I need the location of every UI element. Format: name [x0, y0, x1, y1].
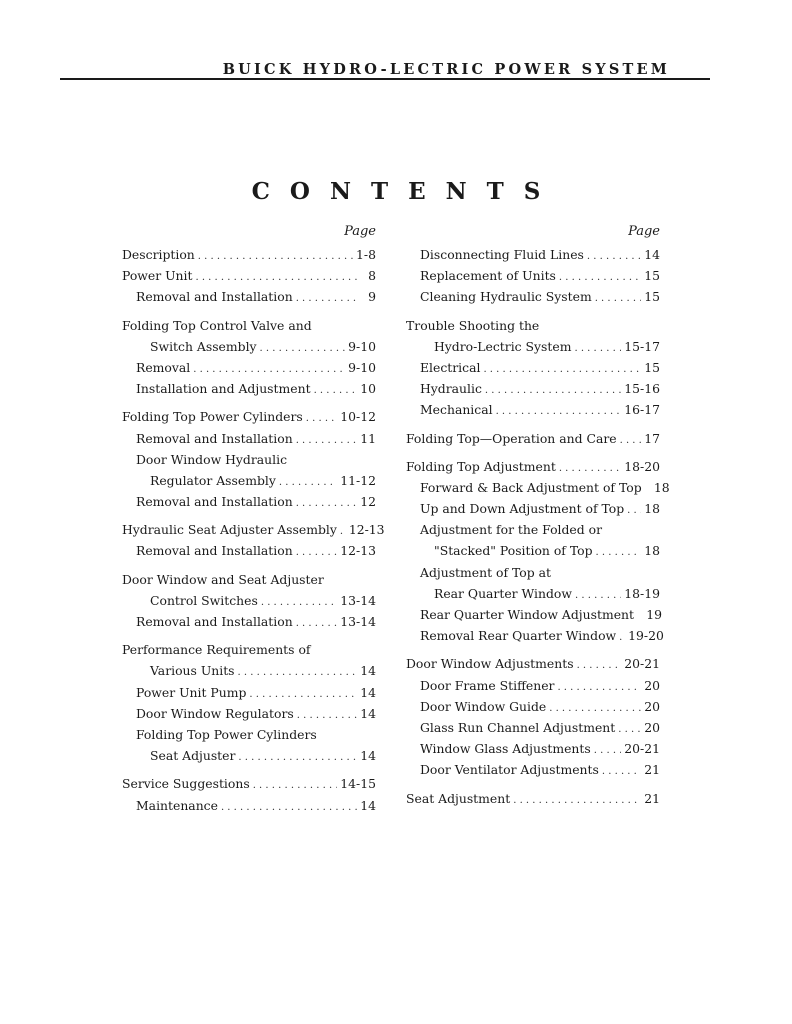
dot-leader	[198, 246, 353, 267]
toc-entry	[122, 724, 376, 745]
toc-entry-page: 12	[360, 494, 376, 510]
toc-group	[122, 244, 376, 308]
toc-entry-label: Removal	[136, 359, 191, 375]
toc-entry-page: 15	[644, 359, 660, 375]
toc-entry-label: Service Suggestions	[122, 776, 250, 792]
toc-entry-label: Door Window Hydraulic	[136, 451, 288, 467]
dot-leader	[557, 677, 641, 698]
toc-group	[122, 315, 376, 400]
dot-leader	[260, 338, 346, 359]
toc-entry-page: 18	[653, 479, 670, 495]
toc-left-column	[122, 222, 385, 823]
toc-entry	[406, 378, 660, 399]
toc-groups	[406, 244, 670, 809]
toc-entry	[406, 788, 660, 809]
toc-entry	[122, 519, 385, 540]
dot-leader	[193, 359, 345, 380]
toc-entry-page: 14	[360, 705, 376, 721]
toc-entry	[406, 456, 660, 477]
toc-entry	[406, 696, 660, 717]
toc-entry	[122, 470, 376, 491]
dot-leader	[340, 521, 346, 542]
toc-group	[122, 406, 376, 512]
toc-entry-label: Door Window Regulators	[136, 705, 294, 721]
toc-entry	[122, 491, 376, 512]
toc-entry	[122, 703, 376, 724]
dot-leader	[496, 401, 622, 422]
toc-entry-page: 19	[646, 607, 663, 622]
dot-leader	[253, 775, 338, 796]
toc-entry-label: Trouble Shooting the	[406, 317, 540, 333]
dot-leader	[596, 542, 641, 563]
toc-entry-page: 12-13	[340, 543, 376, 559]
toc-entry-label: Removal and Installation	[136, 289, 293, 305]
toc-right-column	[406, 222, 670, 816]
toc-entry	[406, 604, 663, 625]
toc-entry-label: Replacement of Units	[420, 268, 556, 284]
toc-entry-label: Power Unit Pump	[136, 684, 247, 700]
toc-entry	[406, 625, 664, 646]
toc-entry	[122, 378, 376, 399]
toc-entry	[122, 773, 376, 794]
toc-entry-page: 18	[644, 501, 660, 517]
contents-title: CONTENTS	[251, 178, 561, 205]
toc-group	[406, 788, 660, 809]
dot-leader	[261, 592, 337, 613]
toc-entry	[406, 399, 660, 420]
toc-group	[406, 315, 660, 421]
dot-leader	[249, 684, 357, 705]
dot-leader	[594, 740, 622, 761]
toc-entry-page: 14-15	[340, 776, 376, 792]
dot-leader	[238, 662, 357, 683]
toc-entry-page: 10	[360, 381, 376, 397]
toc-entry-page: 14	[360, 748, 376, 764]
toc-entry-page: 15	[644, 268, 660, 284]
toc-entry-page: 18-20	[624, 458, 660, 474]
toc-entry	[406, 738, 660, 759]
toc-entry-page: 14	[644, 247, 660, 262]
dot-leader	[513, 790, 641, 811]
toc-entry-page: 11-12	[340, 472, 376, 488]
dot-leader	[618, 719, 641, 740]
toc-group	[122, 569, 376, 633]
toc-group	[122, 639, 376, 766]
toc-entry	[406, 717, 660, 738]
toc-group	[406, 653, 660, 780]
dot-leader	[574, 338, 621, 359]
toc-entry	[406, 428, 660, 449]
toc-entry-page: 9	[368, 289, 376, 305]
toc-entry	[406, 315, 660, 336]
toc-entry	[406, 357, 660, 378]
toc-entry-label: Adjustment for the Folded or	[420, 522, 603, 538]
toc-entry	[122, 406, 376, 427]
toc-entry	[406, 540, 660, 561]
dot-leader	[483, 359, 641, 380]
toc-entry-label: Folding Top Power Cylinders	[136, 726, 317, 742]
toc-entry	[122, 660, 376, 681]
toc-entry-label: Removal and Installation	[136, 430, 293, 446]
toc-entry	[122, 336, 376, 357]
toc-entry-page: 15-17	[624, 338, 660, 354]
toc-entry-label: Description	[122, 247, 195, 262]
toc-entry	[406, 265, 660, 286]
toc-entry	[406, 336, 660, 357]
toc-entry-label: Mechanical	[420, 402, 493, 418]
toc-entry-label: Door Ventilator Adjustments	[420, 762, 599, 778]
dot-leader	[238, 747, 357, 768]
toc-entry-page: 15-16	[624, 381, 660, 397]
dot-leader	[195, 267, 357, 288]
toc-entry-label: Performance Requirements of	[122, 642, 311, 658]
toc-entry-label: Glass Run Channel Adjustment	[420, 719, 616, 735]
toc-entry-label: Rear Quarter Window Adjustment	[420, 607, 635, 622]
dot-leader	[221, 797, 357, 818]
toc-entry	[122, 244, 376, 265]
toc-entry-label: Door Frame Stiffener	[420, 677, 555, 693]
toc-group	[122, 519, 385, 561]
toc-groups	[122, 244, 385, 816]
toc-entry	[122, 286, 376, 307]
toc-entry	[122, 569, 376, 590]
toc-entry-label: Seat Adjuster	[150, 748, 236, 764]
toc-entry-label: Door Window and Seat Adjuster	[122, 571, 324, 587]
toc-entry-label: Maintenance	[136, 797, 218, 813]
toc-entry	[122, 745, 376, 766]
toc-entry-page: 14	[360, 797, 376, 813]
dot-leader	[296, 613, 338, 634]
dot-leader	[620, 430, 641, 451]
toc-entry-page: 15	[644, 289, 660, 305]
toc-entry-label: Hydraulic Seat Adjuster Assembly	[122, 522, 337, 538]
dot-leader	[549, 698, 641, 719]
toc-entry-label: Removal Rear Quarter Window	[420, 628, 617, 644]
dot-leader	[296, 542, 338, 563]
toc-entry-label: Door Window Guide	[420, 698, 547, 714]
toc-entry-label: Disconnecting Fluid Lines	[420, 247, 584, 262]
toc-entry-label: Removal and Installation	[136, 494, 293, 510]
toc-entry-label: Regulator Assembly	[150, 472, 276, 488]
header-rule	[60, 78, 710, 80]
toc-group	[406, 428, 660, 449]
dot-leader	[559, 267, 641, 288]
toc-entry-page: 20	[644, 677, 660, 693]
toc-entry-page: 18-19	[624, 585, 660, 601]
toc-entry	[406, 477, 670, 498]
toc-entry-page: 16-17	[624, 402, 660, 418]
toc-entry-page: 20	[644, 698, 660, 714]
toc-entry-label: Hydro-Lectric System	[434, 338, 572, 354]
toc-entry-label: Removal and Installation	[136, 614, 293, 629]
toc-entry-page: 11	[360, 430, 376, 446]
toc-entry	[406, 583, 660, 604]
toc-entry-label: Folding Top Control Valve and	[122, 317, 312, 333]
toc-group	[406, 244, 660, 308]
toc-entry-label: Cleaning Hydraulic System	[420, 289, 592, 305]
dot-leader	[485, 380, 621, 401]
toc-entry	[122, 639, 376, 660]
toc-entry-page: 12-13	[348, 522, 385, 538]
dot-leader	[279, 472, 337, 493]
toc-entry	[122, 682, 376, 703]
toc-entry-page: 19-20	[628, 628, 664, 644]
toc-entry-page: 1-8	[356, 247, 376, 262]
dot-leader	[619, 627, 625, 648]
toc-entry-label: Various Units	[150, 663, 235, 679]
toc-entry-page: 20-21	[624, 656, 660, 672]
dot-leader	[296, 493, 357, 514]
toc-entry	[406, 286, 660, 307]
toc-entry	[406, 498, 660, 519]
toc-entry-page: 17	[644, 430, 660, 446]
toc-entry-page: 8	[368, 268, 376, 284]
toc-entry	[406, 675, 660, 696]
toc-entry	[122, 315, 376, 336]
toc-entry-label: Rear Quarter Window	[434, 585, 572, 601]
toc-entry	[406, 519, 660, 540]
toc-entry-label: Removal and Installation	[136, 543, 293, 559]
page-column-heading: Page	[628, 224, 660, 239]
toc-entry-label: Up and Down Adjustment of Top	[420, 501, 625, 517]
running-header: BUICK HYDRO-LECTRIC POWER SYSTEM	[222, 61, 670, 78]
toc-entry-label: Door Window Adjustments	[406, 656, 574, 672]
toc-entry-page: 10-12	[340, 409, 376, 425]
toc-entry-label: Control Switches	[150, 592, 258, 608]
toc-entry-label: Electrical	[420, 359, 481, 375]
toc-entry-page: 14	[360, 663, 376, 679]
toc-entry-page: 20	[644, 719, 660, 735]
toc-entry-page: 13-14	[340, 592, 376, 608]
toc-entry-label: Window Glass Adjustments	[420, 741, 591, 757]
dot-leader	[627, 500, 641, 521]
dot-leader	[559, 458, 621, 479]
toc-entry-label: Folding Top—Operation and Care	[406, 430, 617, 446]
toc-entry	[406, 244, 660, 265]
toc-entry-page: 14	[360, 684, 376, 700]
dot-leader	[575, 585, 621, 606]
toc-entry-page: 20-21	[624, 741, 660, 757]
toc-entry	[122, 540, 376, 561]
toc-entry-label: Folding Top Power Cylinders	[122, 409, 303, 425]
toc-entry	[122, 265, 376, 286]
dot-leader	[296, 430, 357, 451]
toc-entry-label: Switch Assembly	[150, 338, 257, 354]
toc-entry-label: "Stacked" Position of Top	[434, 543, 593, 559]
dot-leader	[296, 288, 357, 309]
toc-entry-page: 18	[644, 543, 660, 559]
toc-entry	[122, 590, 376, 611]
dot-leader	[587, 246, 641, 267]
toc-group	[406, 456, 670, 647]
toc-entry-label: Folding Top Adjustment	[406, 458, 556, 474]
dot-leader	[595, 288, 641, 309]
toc-entry-label: Adjustment of Top at	[420, 564, 552, 580]
toc-entry	[406, 653, 660, 674]
toc-entry-label: Seat Adjustment	[406, 790, 511, 806]
toc-entry-page: 9-10	[348, 338, 376, 354]
dot-leader	[297, 705, 357, 726]
toc-entry	[406, 759, 660, 780]
toc-entry-page: 21	[644, 790, 660, 806]
toc-entry-label: Forward & Back Adjustment of Top	[420, 479, 642, 495]
toc-entry-page: 21	[644, 762, 660, 778]
dot-leader	[577, 655, 622, 676]
dot-leader	[306, 408, 338, 429]
page-column-heading: Page	[344, 224, 376, 239]
toc-entry	[122, 428, 376, 449]
toc-entry	[122, 449, 376, 470]
toc-entry-label: Installation and Adjustment	[136, 381, 311, 397]
toc-entry-page: 9-10	[348, 359, 376, 375]
toc-entry-label: Hydraulic	[420, 381, 482, 397]
toc-entry	[122, 357, 376, 378]
toc-entry	[122, 611, 376, 632]
dot-leader	[602, 761, 641, 782]
toc-entry	[406, 562, 660, 583]
toc-entry-page: 13-14	[340, 614, 376, 629]
dot-leader	[314, 380, 357, 401]
toc-group	[122, 773, 376, 815]
toc-entry	[122, 795, 376, 816]
toc-entry-label: Power Unit	[122, 268, 193, 284]
